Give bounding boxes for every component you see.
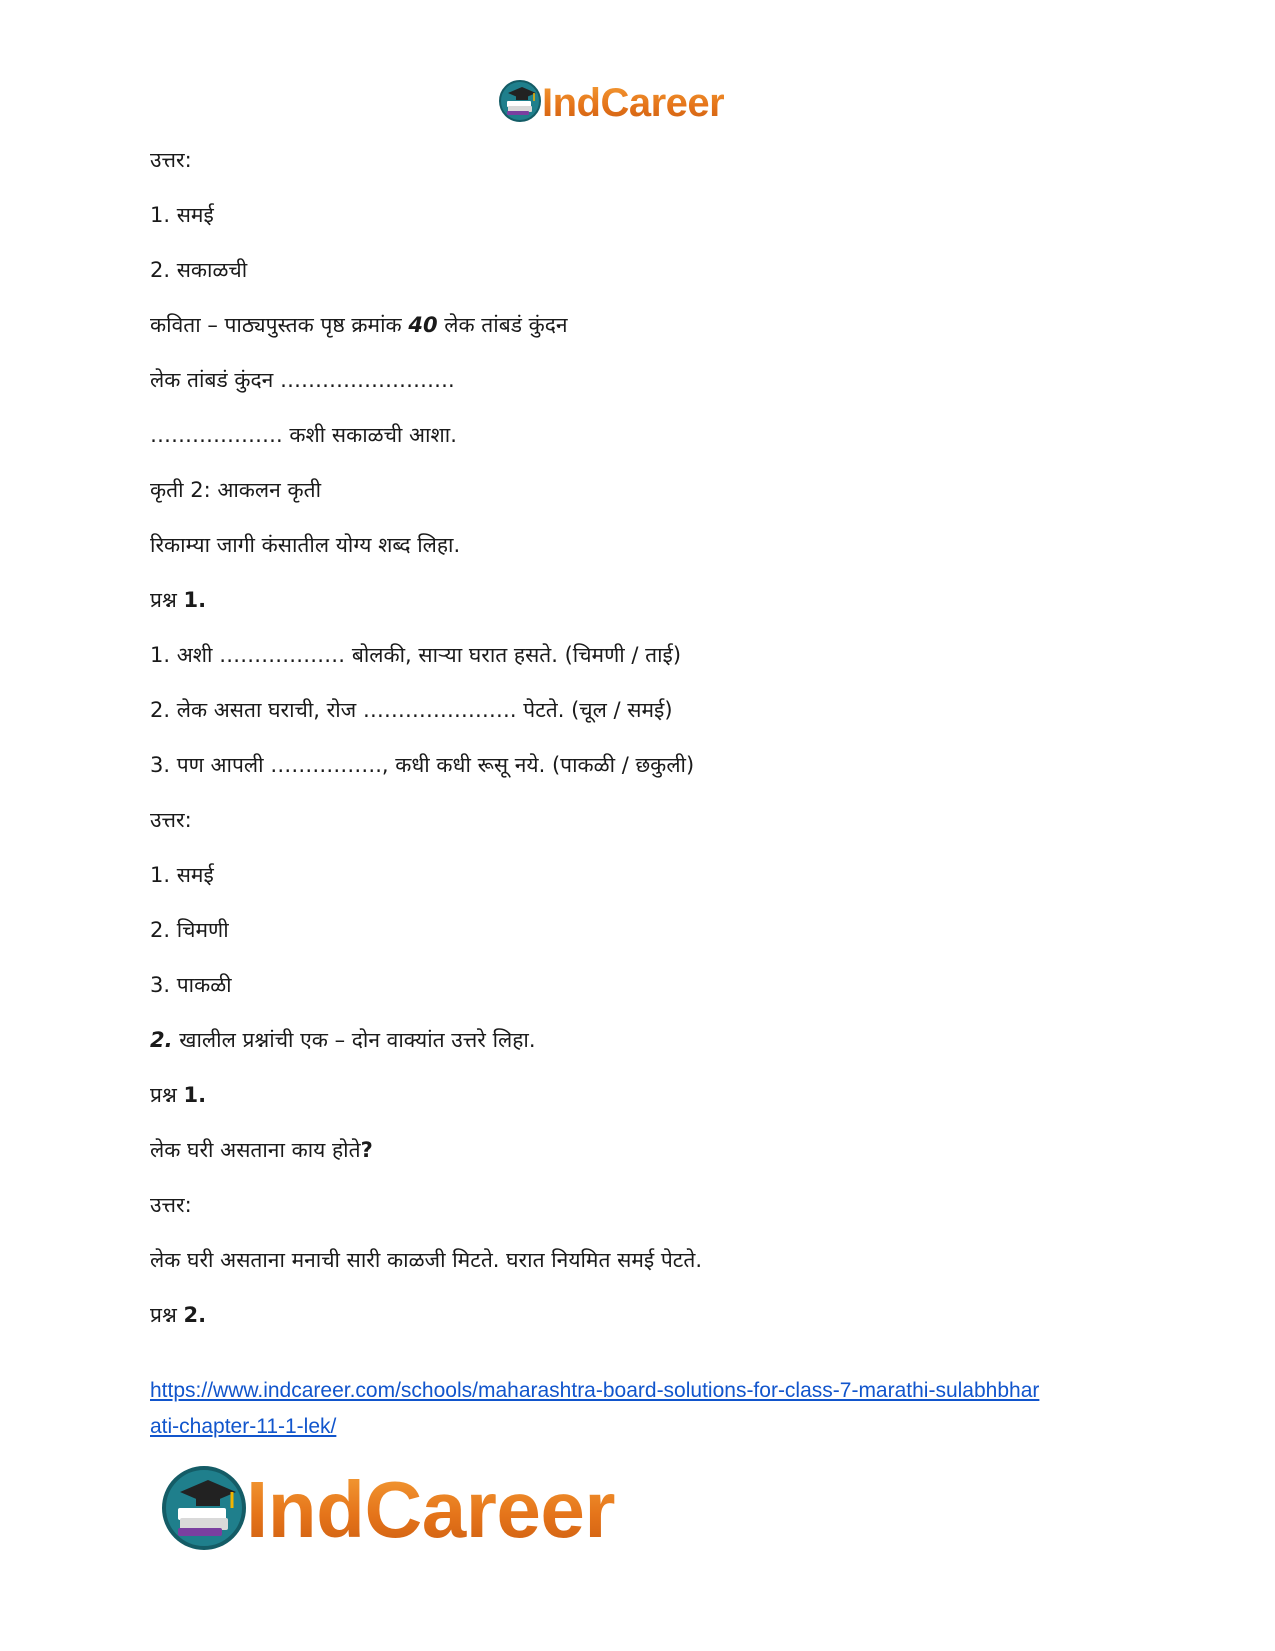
source-url-line-2[interactable]: ati-chapter-11-1-lek/ (150, 1415, 337, 1438)
text-line (150, 1080, 1130, 1110)
footer-logo (160, 1462, 615, 1558)
text-segment: उत्तर: (150, 148, 192, 172)
source-url-line-1[interactable]: https://www.indcareer.com/schools/maharashtra-board-solutions-for-class-7-marathi-sulabhbhar (150, 1379, 1040, 1402)
text-segment: उत्तर: (150, 808, 192, 832)
text-line (150, 145, 1130, 175)
text-line (150, 1025, 1130, 1055)
header-logo (498, 78, 724, 128)
text-segment: 3. पाकळी (150, 973, 232, 997)
text-line (150, 365, 1130, 395)
text-line (150, 860, 1130, 890)
text-line (150, 530, 1130, 560)
text-segment: 2. (183, 1303, 207, 1327)
text-segment: प्रश्न (150, 1083, 184, 1107)
text-line (150, 420, 1130, 450)
text-line (150, 970, 1130, 1000)
text-segment: 40 (408, 313, 438, 337)
text-segment: 2. चिमणी (150, 918, 229, 942)
text-segment: प्रश्न (150, 1303, 184, 1327)
text-segment: 2. (150, 1028, 173, 1052)
text-segment: रिकाम्या जागी कंसातील योग्य शब्द लिहा. (150, 533, 461, 557)
text-segment: ………………. कशी सकाळची आशा. (150, 423, 457, 447)
text-segment: 1. (183, 1083, 207, 1107)
text-segment: 3. पण आपली ……………., कधी कधी रूसू नये. (पाकळी / छकुली) (150, 753, 695, 777)
text-line (150, 475, 1130, 505)
logo-wordmark: IndCareer (542, 78, 724, 128)
text-segment: 1. (183, 588, 207, 612)
document-body (150, 145, 1130, 1355)
text-segment: प्रश्न (150, 588, 184, 612)
text-line (150, 1245, 1130, 1275)
text-line (150, 585, 1130, 615)
text-segment: लेक तांबडं कुंदन ……………………. (150, 368, 455, 392)
text-segment: 1. अशी ……………… बोलकी, साऱ्या घरात हसते. (चिमणी / ताई) (150, 643, 682, 667)
graduation-cap-book-icon (498, 79, 542, 127)
text-segment: कविता – पाठ्यपुस्तक पृष्ठ क्रमांक (150, 313, 409, 337)
source-url-link[interactable] (150, 1373, 1140, 1445)
text-segment: लेक घरी असताना मनाची सारी काळजी मिटते. घरात नियमित समई पेटते. (150, 1248, 703, 1272)
text-segment: 1. समई (150, 863, 214, 887)
text-line (150, 805, 1130, 835)
text-segment: खालील प्रश्नांची एक – दोन वाक्यांत उत्तरे लिहा. (172, 1028, 536, 1052)
logo-wordmark: IndCareer (246, 1462, 615, 1558)
text-line (150, 310, 1130, 340)
text-line (150, 915, 1130, 945)
text-segment: 1. समई (150, 203, 214, 227)
text-segment: उत्तर: (150, 1193, 192, 1217)
text-segment: 2. लेक असता घराची, रोज …………………. पेटते. (चूल / समई) (150, 698, 673, 722)
text-segment: लेक तांबडं कुंदन (437, 313, 568, 337)
text-line (150, 255, 1130, 285)
text-segment: कृती 2: आकलन कृती (150, 478, 322, 502)
text-line (150, 750, 1130, 780)
text-line (150, 1300, 1130, 1330)
text-segment: 2. सकाळची (150, 258, 248, 282)
text-segment: ? (360, 1138, 373, 1162)
text-line (150, 695, 1130, 725)
text-line (150, 1135, 1130, 1165)
text-segment: लेक घरी असताना काय होते (150, 1138, 361, 1162)
text-line (150, 1190, 1130, 1220)
text-line (150, 640, 1130, 670)
graduation-cap-book-icon (160, 1464, 248, 1556)
text-line (150, 200, 1130, 230)
